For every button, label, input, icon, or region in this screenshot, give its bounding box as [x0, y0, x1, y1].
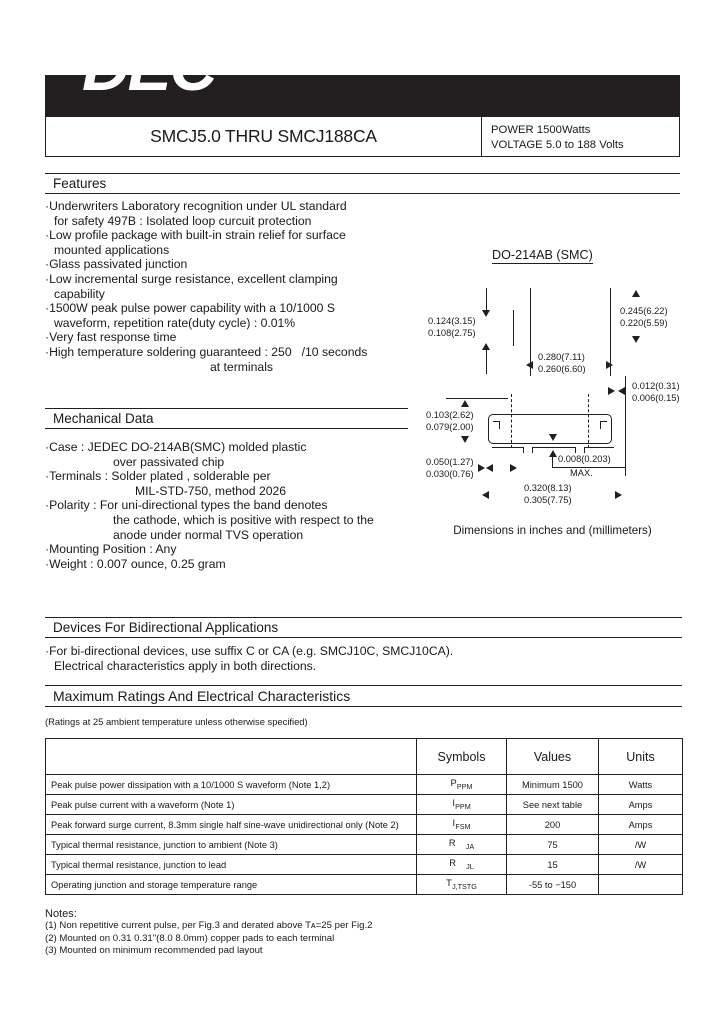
list-item: over passivated chip — [113, 454, 225, 469]
cell-description: Peak pulse power dissipation with a 10/1000 S waveform (Note 1,2) — [46, 775, 417, 795]
spec-summary — [481, 117, 679, 156]
list-item: waveform, repetition rate(duty cycle) : 0.01% — [54, 315, 296, 330]
company-logo — [82, 30, 216, 104]
foot-line — [584, 447, 614, 448]
arrow-down-icon — [461, 436, 469, 443]
arrow-down-icon — [632, 336, 640, 343]
cell-value: -55 to −150 — [507, 875, 599, 895]
cell-value: 200 — [507, 815, 599, 835]
cell-value: 75 — [507, 835, 599, 855]
arrow-down-icon — [549, 434, 557, 441]
cell-description: Peak forward surge current, 8.3mm single half sine-wave unidirectional only (Note 2) — [46, 815, 417, 835]
dim-line — [486, 288, 487, 312]
list-item: mounted applications — [54, 242, 170, 257]
dim-overall: 0.320(8.13) 0.305(7.75) — [524, 483, 572, 505]
cell-unit: Amps — [599, 815, 683, 835]
cell-unit — [599, 875, 683, 895]
list-item: · Very fast response time — [45, 330, 420, 345]
note-item: (1) Non repetitive current pulse, per Fig.3 and derated above Tᴀ=25 per Fig.2 — [45, 920, 373, 932]
arrow-right-icon — [510, 464, 517, 472]
arrow-left-icon — [618, 387, 625, 395]
list-item: · 1500W peak pulse power capability with a 10/1000 S — [45, 301, 420, 316]
column-header-units: Units — [599, 739, 683, 775]
cell-symbol: R $_{JL}$ — [417, 855, 507, 875]
list-item: · Mounting Position : Any — [45, 542, 420, 557]
cell-description: Typical thermal resistance, junction to ambient (Note 3) — [46, 835, 417, 855]
cell-symbol: $T_{J,TSTG}$ — [417, 875, 507, 895]
cell-value: 15 — [507, 855, 599, 875]
cell-unit: Amps — [599, 795, 683, 815]
features-heading: Features — [45, 173, 680, 194]
lead-tick — [499, 421, 500, 429]
cell-value: See next table — [507, 795, 599, 815]
list-item: for safety 497B : Isolated loop curcuit protection — [54, 213, 312, 228]
arrow-down-icon — [482, 310, 490, 317]
dim-length: 0.280(7.11) 0.260(6.60) — [538, 352, 586, 374]
dim-standoff: 0.008(0.203) — [558, 454, 611, 464]
column-header-symbols: Symbols — [417, 739, 507, 775]
list-item: anode under normal TVS operation — [113, 527, 304, 542]
list-item: · High temperature soldering guaranteed : 250 /10 seconds — [45, 345, 420, 360]
mechanical-heading: Mechanical Data — [45, 408, 408, 429]
package-drawing — [420, 248, 685, 548]
arrow-left-icon — [482, 491, 489, 499]
arrow-right-icon — [608, 387, 615, 395]
ratings-table — [45, 738, 683, 895]
title-box — [45, 117, 680, 157]
lead-tick — [600, 421, 601, 429]
table-row — [46, 795, 683, 815]
foot-tick — [532, 447, 533, 453]
table-row — [46, 835, 683, 855]
arrow-up-icon — [632, 290, 640, 297]
voltage-rating: VOLTAGE 5.0 to 188 Volts — [491, 139, 624, 151]
foot-tick — [575, 447, 576, 453]
list-item: · Terminals : Solder plated , solderable per — [45, 469, 420, 484]
table-row — [46, 815, 683, 835]
cell-unit: /W — [599, 855, 683, 875]
projection-line — [588, 394, 589, 448]
dim-standoff-label: MAX. — [570, 468, 593, 478]
cell-symbol: $I_{PPM}$ — [417, 795, 507, 815]
package-title: DO-214AB (SMC) — [492, 248, 593, 262]
dim-width: 0.245(6.22) 0.220(5.59) — [620, 306, 668, 328]
list-item: · Polarity : For uni-directional types the band denotes — [45, 498, 420, 513]
power-rating: POWER 1500Watts — [491, 124, 591, 136]
list-item: at terminals — [210, 359, 273, 374]
bidirectional-heading: Devices For Bidirectional Applications — [45, 617, 682, 638]
column-header-description — [46, 739, 417, 775]
dim-lead-height: 0.103(2.62) 0.079(2.00) — [426, 410, 474, 432]
foot-line — [492, 447, 524, 448]
table-row — [46, 855, 683, 875]
dim-tick — [513, 310, 514, 346]
list-item: · For bi-directional devices, use suffix C or CA (e.g. SMCJ10C, SMCJ10CA). — [45, 644, 682, 659]
list-item: the cathode, which is positive with respect to the — [113, 512, 374, 527]
table-row — [46, 775, 683, 795]
list-item: capability — [54, 286, 105, 301]
list-item: · Glass passivated junction — [45, 257, 420, 272]
dim-foot: 0.050(1.27) 0.030(0.76) — [426, 457, 474, 479]
cell-value: Minimum 1500 — [507, 775, 599, 795]
note-item: (2) Mounted on 0.31 0.31"(8.0 8.0mm) copper pads to each terminal — [45, 932, 335, 944]
list-item: · Case : JEDEC DO-214AB(SMC) molded plastic — [45, 440, 420, 455]
foot-tick — [523, 447, 524, 453]
arrow-up-icon — [461, 400, 469, 407]
arrow-left-icon — [526, 361, 533, 369]
features-list — [45, 199, 420, 374]
cell-description: Operating junction and storage temperature range — [46, 875, 417, 895]
list-item: · Weight : 0.007 ounce, 0.25 gram — [45, 557, 420, 572]
table-row — [46, 875, 683, 895]
table-header — [46, 739, 683, 775]
list-item: · Low incremental surge resistance, excellent clamping — [45, 272, 420, 287]
dim-extension-line — [625, 376, 626, 476]
ratings-heading: Maximum Ratings And Electrical Characteristics — [45, 685, 682, 707]
arrow-left-icon — [486, 464, 493, 472]
arrow-right-icon — [606, 361, 613, 369]
arrow-right-icon — [615, 491, 622, 499]
foot-line — [532, 447, 576, 448]
ratings-subnote: (Ratings at 25 ambient temperature unless otherwise specified) — [45, 716, 308, 727]
cell-description: Peak pulse current with a waveform (Note 1) — [46, 795, 417, 815]
cell-unit: /W — [599, 835, 683, 855]
cell-symbol: $P_{PPM}$ — [417, 775, 507, 795]
cell-symbol: $I_{FSM}$ — [417, 815, 507, 835]
arrow-up-icon — [482, 343, 490, 350]
dim-height: 0.124(3.15) 0.108(2.75) — [428, 316, 476, 338]
projection-line — [511, 394, 512, 448]
note-item: (3) Mounted on minimum recommended pad layout — [45, 945, 263, 957]
arrow-right-icon — [478, 464, 485, 472]
page-title: SMCJ5.0 THRU SMCJ188CA — [150, 126, 377, 146]
mechanical-list — [45, 440, 420, 571]
bidirectional-list — [45, 644, 682, 673]
list-item: · Underwriters Laboratory recognition under UL standard — [45, 199, 420, 214]
cell-symbol: R $_{JA}$ — [417, 835, 507, 855]
list-item: Electrical characteristics apply in both directions. — [54, 658, 317, 673]
table-row — [46, 739, 683, 775]
column-header-values: Values — [507, 739, 599, 775]
list-item: MIL-STD-750, method 2026 — [135, 483, 287, 498]
dim-thickness: 0.012(0.31) 0.006(0.15) — [632, 381, 680, 403]
logo-label: DEC — [82, 30, 216, 104]
package-caption: Dimensions in inches and (millimeters) — [453, 524, 652, 537]
dim-line — [486, 350, 487, 374]
foot-tick — [584, 447, 585, 453]
notes-heading: Notes: — [45, 908, 77, 920]
notes-block — [45, 908, 373, 958]
list-item: · Low profile package with built-in strain relief for surface — [45, 228, 420, 243]
dim-extension-line — [446, 398, 508, 399]
cell-unit: Watts — [599, 775, 683, 795]
table-body — [46, 775, 683, 895]
cell-description: Typical thermal resistance, junction to lead — [46, 855, 417, 875]
